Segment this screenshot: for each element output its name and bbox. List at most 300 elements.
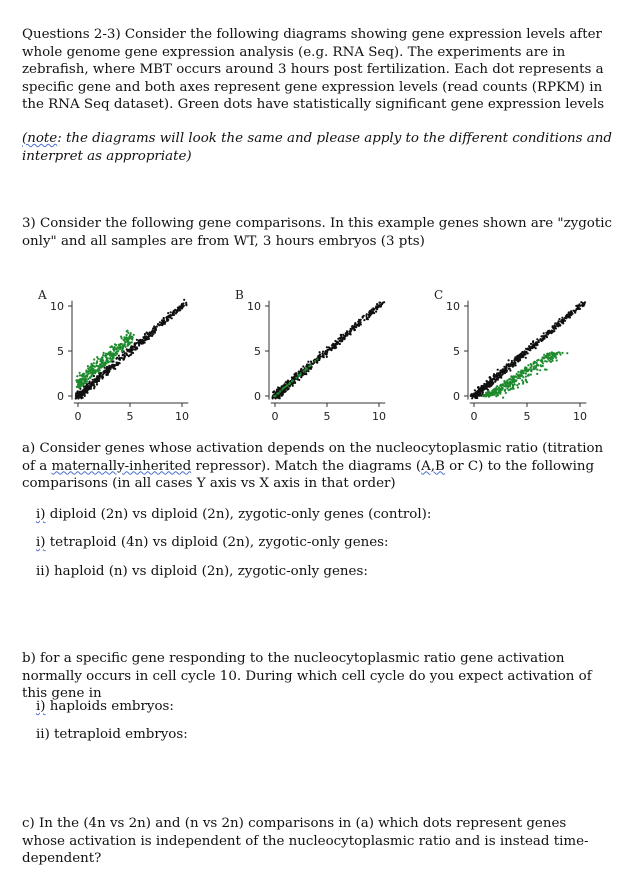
dot-green	[548, 357, 550, 359]
dot-black	[98, 379, 100, 381]
dot-green	[123, 339, 125, 341]
dot-green	[488, 391, 490, 393]
dot-green	[278, 392, 280, 394]
dot-black	[116, 357, 118, 359]
dot-black	[496, 374, 498, 376]
dot-black	[370, 314, 372, 316]
dot-black	[110, 366, 112, 368]
dot-black	[310, 368, 312, 370]
dot-black	[554, 327, 556, 329]
dot-black	[525, 348, 527, 350]
dot-black	[514, 363, 516, 365]
dot-black	[519, 355, 521, 357]
dot-black	[514, 359, 516, 361]
dot-black	[522, 352, 524, 354]
dot-black	[119, 358, 121, 360]
dot-black	[101, 376, 103, 378]
panel-c	[434, 288, 587, 423]
dot-black	[566, 315, 568, 317]
dot-black	[326, 351, 328, 353]
x-tick-label: 10	[372, 410, 386, 423]
dot-black	[328, 349, 330, 351]
dot-black	[172, 313, 174, 315]
dot-green	[93, 362, 95, 364]
dot-black	[144, 333, 146, 335]
dot-green	[108, 351, 110, 353]
dot-green	[493, 392, 495, 394]
dot-green	[526, 370, 528, 372]
dot-black	[164, 321, 166, 323]
dot-green	[111, 345, 113, 347]
dot-green	[128, 343, 130, 345]
dot-green	[121, 350, 123, 352]
dot-black	[306, 363, 308, 365]
dot-green	[116, 353, 118, 355]
x-tick-label: 5	[523, 410, 531, 423]
dot-green	[126, 334, 128, 336]
dot-black	[478, 389, 480, 391]
dot-black	[326, 356, 328, 358]
dot-black	[353, 329, 355, 331]
dot-black	[185, 304, 187, 306]
dot-black	[300, 376, 302, 378]
dot-black	[511, 362, 513, 364]
dot-green	[124, 341, 126, 343]
dot-green	[129, 335, 131, 337]
dot-black	[551, 330, 553, 332]
dot-green	[536, 373, 538, 375]
dot-black	[169, 314, 171, 316]
dot-black	[506, 364, 508, 366]
dot-green	[519, 377, 521, 379]
dot-green	[519, 375, 521, 377]
dot-green	[84, 378, 86, 380]
dot-black	[310, 361, 312, 363]
dot-black	[123, 356, 125, 358]
dot-black	[483, 388, 485, 390]
dot-black	[85, 386, 87, 388]
dot-green	[536, 369, 538, 371]
dot-black	[335, 343, 337, 345]
dot-black	[494, 378, 496, 380]
note-word: (note	[22, 131, 58, 146]
dot-black	[554, 322, 556, 324]
dot-black	[375, 311, 377, 313]
dot-black	[138, 339, 140, 341]
dot-green	[525, 376, 527, 378]
dot-black	[540, 339, 542, 341]
dot-green	[555, 352, 557, 354]
dot-green	[545, 356, 547, 358]
dot-green	[555, 357, 557, 359]
dot-green	[518, 383, 520, 385]
dot-black	[106, 366, 108, 368]
dot-green	[113, 353, 115, 355]
dot-green	[544, 368, 546, 370]
dot-black	[527, 352, 529, 354]
dot-green	[533, 363, 535, 365]
qa-item-1-text: diploid (2n) vs diploid (2n), zygotic-only genes (control):	[45, 507, 432, 522]
dot-green	[120, 346, 122, 348]
qa-item-2	[36, 534, 389, 551]
dot-green	[566, 352, 568, 354]
dot-green	[104, 355, 106, 357]
dot-black	[332, 344, 334, 346]
dot-black	[481, 391, 483, 393]
dot-green	[507, 382, 509, 384]
dot-green	[109, 360, 111, 362]
dot-black	[93, 375, 95, 377]
dot-black	[517, 357, 519, 359]
dot-black	[112, 360, 114, 362]
dot-green	[114, 348, 116, 350]
dot-black	[553, 330, 555, 332]
dot-green	[86, 374, 88, 376]
panel-label: A	[38, 288, 47, 302]
dot-green	[117, 347, 119, 349]
qa-abc: A,B	[421, 458, 445, 474]
dot-green	[529, 367, 531, 369]
dot-green	[515, 380, 517, 382]
dot-black	[547, 330, 549, 332]
dot-green	[536, 360, 538, 362]
qa-item-1	[36, 506, 431, 523]
dot-black	[532, 340, 534, 342]
dot-black	[153, 330, 155, 332]
dot-black	[376, 308, 378, 310]
dot-green	[541, 360, 543, 362]
dot-black	[80, 394, 82, 396]
qb-item-1-marker: i)	[36, 699, 46, 714]
dot-black	[583, 303, 585, 305]
dot-green	[91, 365, 93, 367]
qa-item-3-text: haploid (n) vs diploid (2n), zygotic-only genes:	[49, 564, 368, 579]
dot-green	[78, 387, 80, 389]
qb-item-2-text: tetraploid embryos:	[49, 727, 188, 742]
dot-green	[101, 357, 103, 359]
dot-black	[96, 376, 98, 378]
dot-black	[351, 328, 353, 330]
dot-black	[379, 302, 381, 304]
panel-label: B	[235, 288, 244, 302]
dot-black	[557, 324, 559, 326]
dot-black	[96, 381, 98, 383]
dot-black	[167, 312, 169, 314]
intro-paragraph: Questions 2-3) Consider the following diagrams showing gene expression levels after whole genome gene expression analysis (e.g. RNA Seq). The experiments are in zebrafish, where MBT occurs around 3 hours post fertilization. Each dot represents a specific gene and both axes represent gene expression levels (read counts (RPKM) in the RNA Seq dataset). Green dots have statistically significant gene expression levels	[22, 27, 605, 113]
dot-black	[81, 392, 83, 394]
dot-green	[93, 358, 95, 360]
dot-black	[363, 319, 365, 321]
dot-black	[305, 373, 307, 375]
dot-black	[529, 349, 531, 351]
dot-black	[116, 362, 118, 364]
dot-black	[307, 370, 309, 372]
dot-green	[87, 365, 89, 367]
dot-black	[330, 349, 332, 351]
qa-lead: a) Consider genes whose activation depends on the nucleocytoplasmic ratio (titration of a	[22, 441, 604, 474]
dot-green	[517, 377, 519, 379]
dot-green	[556, 359, 558, 361]
dot-green	[101, 365, 103, 367]
dot-black	[126, 354, 128, 356]
dot-black	[502, 372, 504, 374]
dot-green	[83, 375, 85, 377]
dot-green	[513, 380, 515, 382]
dot-green	[127, 340, 129, 342]
dot-green	[104, 364, 106, 366]
dot-black	[538, 340, 540, 342]
question-b-text: b) for a specific gene responding to the nucleocytoplasmic ratio gene activation normally occurs in cell cycle 10. During which cell cycle do you expect activation of this gene in	[22, 651, 592, 702]
dot-black	[488, 381, 490, 383]
dot-black	[302, 374, 304, 376]
dot-green	[79, 379, 81, 381]
dot-green	[303, 370, 305, 372]
dot-black	[326, 346, 328, 348]
dot-green	[304, 369, 306, 371]
qa-item-1-marker: i)	[36, 507, 46, 522]
dot-black	[481, 387, 483, 389]
dot-black	[128, 349, 130, 351]
dot-black	[554, 324, 556, 326]
dot-black	[535, 347, 537, 349]
dot-black	[109, 368, 111, 370]
dot-black	[486, 388, 488, 390]
dot-black	[473, 392, 475, 394]
dot-black	[319, 356, 321, 358]
dot-green	[112, 356, 114, 358]
dot-green	[525, 379, 527, 381]
dot-green	[76, 386, 78, 388]
dot-black	[176, 311, 178, 313]
dot-black	[477, 393, 479, 395]
dot-black	[363, 315, 365, 317]
dot-black	[545, 335, 547, 337]
dot-green	[550, 361, 552, 363]
dot-black	[324, 353, 326, 355]
dot-black	[485, 384, 487, 386]
x-tick-label: 10	[573, 410, 587, 423]
dot-green	[308, 365, 310, 367]
dot-black	[366, 313, 368, 315]
dot-green	[115, 344, 117, 346]
dot-black	[531, 346, 533, 348]
dot-green	[504, 389, 506, 391]
dot-green	[127, 345, 129, 347]
dot-black	[92, 379, 94, 381]
dot-black	[94, 386, 96, 388]
x-tick-label: 0	[470, 410, 478, 423]
y-tick-label: 0	[57, 390, 64, 403]
dot-black	[548, 332, 550, 334]
dot-black	[574, 310, 576, 312]
dot-black	[92, 382, 94, 384]
dot-black	[491, 381, 493, 383]
dot-black	[130, 354, 132, 356]
question-a-text	[22, 440, 612, 493]
dot-black	[151, 335, 153, 337]
dot-black	[508, 359, 510, 361]
dot-green	[125, 337, 127, 339]
qa-underlined: maternally-inherited	[51, 458, 192, 474]
dot-black	[319, 351, 321, 353]
dot-green	[105, 353, 107, 355]
dot-green	[83, 382, 85, 384]
dot-black	[570, 313, 572, 315]
dot-green	[530, 368, 532, 370]
dot-black	[377, 306, 379, 308]
dot-black	[522, 355, 524, 357]
dot-black	[136, 339, 138, 341]
dot-green	[509, 378, 511, 380]
dot-black	[545, 332, 547, 334]
dot-green	[530, 374, 532, 376]
dot-black	[494, 381, 496, 383]
dot-black	[292, 385, 294, 387]
dot-black	[563, 318, 565, 320]
dot-black	[475, 391, 477, 393]
dot-green	[106, 362, 108, 364]
dot-green	[103, 352, 105, 354]
dot-green	[517, 386, 519, 388]
dot-black	[138, 342, 140, 344]
dot-black	[335, 345, 337, 347]
dot-green	[501, 387, 503, 389]
dot-green	[509, 388, 511, 390]
dot-green	[528, 374, 530, 376]
dot-black	[354, 323, 356, 325]
dot-green	[133, 334, 135, 336]
dot-black	[373, 308, 375, 310]
dot-black	[312, 363, 314, 365]
dot-green	[86, 381, 88, 383]
dot-black	[565, 317, 567, 319]
dot-black	[108, 371, 110, 373]
dot-black	[492, 378, 494, 380]
dot-green	[504, 382, 506, 384]
y-tick-label: 5	[254, 345, 261, 358]
dot-green	[127, 332, 129, 334]
dot-black	[143, 337, 145, 339]
dot-green	[97, 358, 99, 360]
dot-black	[575, 305, 577, 307]
dot-black	[77, 390, 79, 392]
x-tick-label: 0	[271, 410, 279, 423]
question-3-text: 3) Consider the following gene comparisons. In this example genes shown are "zygotic only" and all samples are from WT, 3 hours embryos (3 pts)	[22, 216, 613, 249]
dot-black	[146, 335, 148, 337]
dot-black	[580, 301, 582, 303]
dot-black	[150, 333, 152, 335]
dot-black	[89, 386, 91, 388]
dot-black	[476, 397, 478, 399]
dot-green	[540, 360, 542, 362]
dot-black	[96, 383, 98, 385]
dot-green	[517, 371, 519, 373]
dot-black	[499, 373, 501, 375]
dot-black	[158, 324, 160, 326]
dot-green	[279, 390, 281, 392]
qb-item-1	[36, 698, 174, 715]
dot-black	[322, 351, 324, 353]
dot-green	[273, 395, 275, 397]
dot-black	[525, 357, 527, 359]
dot-black	[505, 371, 507, 373]
dot-green	[96, 360, 98, 362]
dot-green	[121, 337, 123, 339]
dot-green	[512, 386, 514, 388]
dot-black	[520, 353, 522, 355]
dot-green	[284, 386, 286, 388]
dot-black	[152, 327, 154, 329]
dot-black	[130, 352, 132, 354]
qa-tail: or C) to the following comparisons (in all cases Y axis vs X axis in that order)	[22, 458, 595, 492]
dot-green	[491, 392, 493, 394]
dot-black	[83, 388, 85, 390]
dot-green	[559, 354, 561, 356]
dot-green	[527, 364, 529, 366]
dot-green	[86, 372, 88, 374]
dot-black	[276, 389, 278, 391]
dot-black	[130, 346, 132, 348]
panel-b	[235, 288, 386, 423]
dot-black	[489, 386, 491, 388]
dot-black	[483, 383, 485, 385]
dot-black	[298, 371, 300, 373]
y-tick-label: 0	[453, 390, 460, 403]
dot-black	[142, 341, 144, 343]
dot-black	[161, 320, 163, 322]
dot-green	[551, 353, 553, 355]
dot-green	[97, 365, 99, 367]
dot-black	[293, 376, 295, 378]
dot-black	[516, 355, 518, 357]
dot-green	[533, 368, 535, 370]
dot-black	[177, 309, 179, 311]
dot-black	[173, 310, 175, 312]
dot-black	[557, 320, 559, 322]
dot-green	[109, 354, 111, 356]
dot-black	[381, 303, 383, 305]
dot-green	[76, 375, 78, 377]
dot-green	[491, 390, 493, 392]
dot-black	[534, 343, 536, 345]
dot-black	[516, 359, 518, 361]
dot-black	[339, 343, 341, 345]
dot-black	[345, 333, 347, 335]
dot-green	[122, 346, 124, 348]
dot-green	[507, 386, 509, 388]
dot-black	[524, 353, 526, 355]
dot-black	[342, 338, 344, 340]
dot-green	[520, 369, 522, 371]
dot-green	[88, 372, 90, 374]
dot-black	[77, 396, 79, 398]
dot-green	[539, 369, 541, 371]
dot-black	[486, 380, 488, 382]
dot-green	[109, 357, 111, 359]
dot-black	[113, 367, 115, 369]
qa-item-3-marker: ii)	[36, 564, 50, 579]
note-text: : the diagrams will look the same and please apply to the different conditions and interpret as appropriate)	[22, 131, 612, 164]
dot-black	[298, 379, 300, 381]
dot-green	[107, 360, 109, 362]
dot-black	[148, 335, 150, 337]
dot-green	[522, 372, 524, 374]
dot-black	[547, 333, 549, 335]
dot-green	[530, 363, 532, 365]
dot-green	[546, 360, 548, 362]
dot-green	[116, 350, 118, 352]
dot-black	[490, 377, 492, 379]
